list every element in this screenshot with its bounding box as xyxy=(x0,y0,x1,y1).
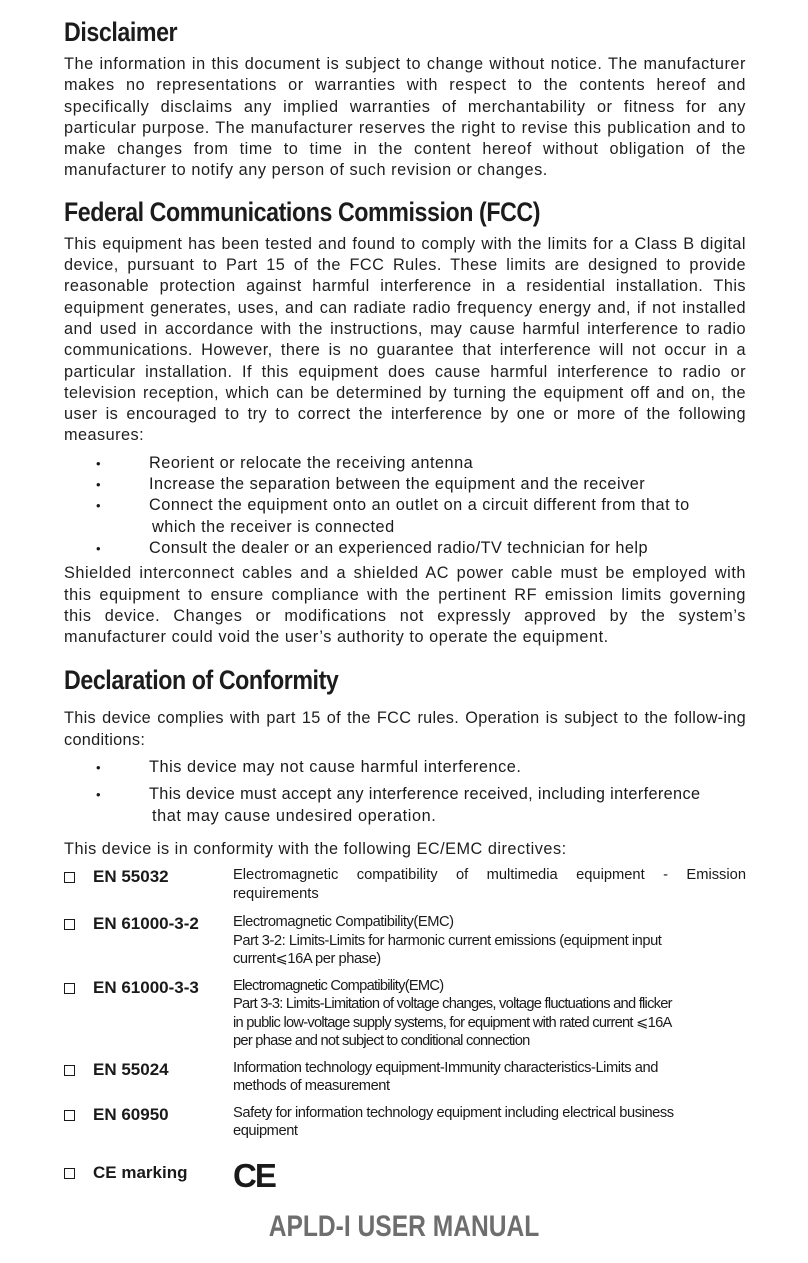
directive-row-en61000-3-3 xyxy=(64,977,746,1051)
fcc-measures-list xyxy=(64,453,746,559)
list-item: • This device may not cause harmful interference. xyxy=(64,757,746,778)
directive-row-ce-marking xyxy=(64,1153,746,1193)
directive-row-en60950 xyxy=(64,1104,746,1141)
footer-manual-title: APLD-I USER MANUAL xyxy=(268,1210,540,1243)
checkbox-icon xyxy=(64,872,75,883)
checkbox-icon xyxy=(64,1065,75,1076)
fcc-intro-text: This equipment has been tested and found to comply with the limits for a Class B digital device, pursuant to Part 15 of the FCC Rules. These limits are designed to provide reasonable protection against harmful interference in a residential installation. This equipment generates, uses, and can radiate radio frequency energy and, if not installed and used in accordance with the instructions, may cause harmful interference to radio communications. However, there is no guarantee that interference will not occur in a particular installation. If this equipment does cause harmful interference to radio or television reception, which can be determined by turning the equipment off and on, the user is encouraged to try to correct the interference by one or more of the following measures: xyxy=(64,234,746,445)
directive-row-en55024 xyxy=(64,1059,746,1096)
list-item: • Reorient or relocate the receiving antenna xyxy=(64,453,746,474)
bullet-dot-icon: • xyxy=(96,787,101,803)
checkbox-icon xyxy=(64,1110,75,1121)
list-item: • Increase the separation between the equipment and the receiver xyxy=(64,474,746,495)
directives-list xyxy=(64,866,746,1193)
list-item: • Connect the equipment onto an outlet on a circuit different from that to which the receiver is connected xyxy=(96,496,690,536)
bullet-dot-icon: • xyxy=(96,498,101,514)
bullet-dot-icon: • xyxy=(96,455,101,471)
doc-conditions-list xyxy=(64,757,746,827)
disclaimer-text: The information in this document is subject to change without notice. The manufacturer makes no representations or warranties with respect to the contents hereof and specifically disclaims any implied warranties of merchantability or fitness for any particular purpose. The manufacturer reserves the right to revise this publication and to make changes from time to time in the content hereof without obligation of the manufacturer to notify any person of such revision or changes. xyxy=(64,55,746,180)
directive-code: EN 55024 xyxy=(93,1059,169,1079)
directives-intro-text: This device is in conformity with the following EC/EMC directives: xyxy=(64,839,567,858)
ce-mark-icon: CE xyxy=(233,1156,275,1194)
directive-description: Information technology equipment-Immunity characteristics-Limits and methods of measurement xyxy=(233,1059,658,1095)
doc-intro-text: This device complies with part 15 of the FCC rules. Operation is subject to the follow-ing conditions: xyxy=(64,709,746,749)
directive-description: Safety for information technology equipment including electrical business equipment xyxy=(233,1104,674,1140)
bullet-dot-icon: • xyxy=(96,540,101,556)
fcc-closing-text: Shielded interconnect cables and a shielded AC power cable must be employed with this equipment to ensure compliance with the pertinent RF emission limits governing this device. Changes or modifications not expressly approved by the system’s manufacturer could void the user’s authority to operate the equipment. xyxy=(64,564,746,647)
directive-row-en55032 xyxy=(64,866,746,903)
checkbox-icon xyxy=(64,983,75,994)
checkbox-icon xyxy=(64,1168,75,1179)
disclaimer-heading: Disclaimer xyxy=(64,17,178,47)
doc-heading: Declaration of Conformity xyxy=(64,665,339,696)
checkbox-icon xyxy=(64,919,75,930)
list-item: • Consult the dealer or an experienced radio/TV technician for help xyxy=(64,538,746,559)
directive-description: Electromagnetic compatibility of multimedia equipment - Emission requirements xyxy=(233,867,746,902)
directive-description: Electromagnetic Compatibility(EMC) Part 3-3: Limits-Limitation of voltage changes, voltage fluctuations and flicker in public low-voltage supply systems, for equipment with rated current ⩽16A per phase and not subject to conditional connection xyxy=(233,977,672,1050)
bullet-dot-icon: • xyxy=(96,760,101,776)
directive-code: EN 61000-3-3 xyxy=(93,977,199,997)
directive-code: EN 61000-3-2 xyxy=(93,914,199,934)
directive-description: Electromagnetic Compatibility(EMC) Part 3-2: Limits-Limits for harmonic current emissions (equipment input current⩽16A per phase) xyxy=(233,914,662,968)
list-item: • This device must accept any interference received, including interference that may cause undesired operation. xyxy=(96,785,701,825)
directive-code: CE marking xyxy=(93,1162,188,1182)
directive-row-en61000-3-2 xyxy=(64,913,746,969)
directive-code: EN 55032 xyxy=(93,867,169,887)
bullet-dot-icon: • xyxy=(96,477,101,493)
document-page xyxy=(64,14,746,1199)
fcc-heading: Federal Communications Commission (FCC) xyxy=(64,196,541,227)
directive-code: EN 60950 xyxy=(93,1104,169,1124)
